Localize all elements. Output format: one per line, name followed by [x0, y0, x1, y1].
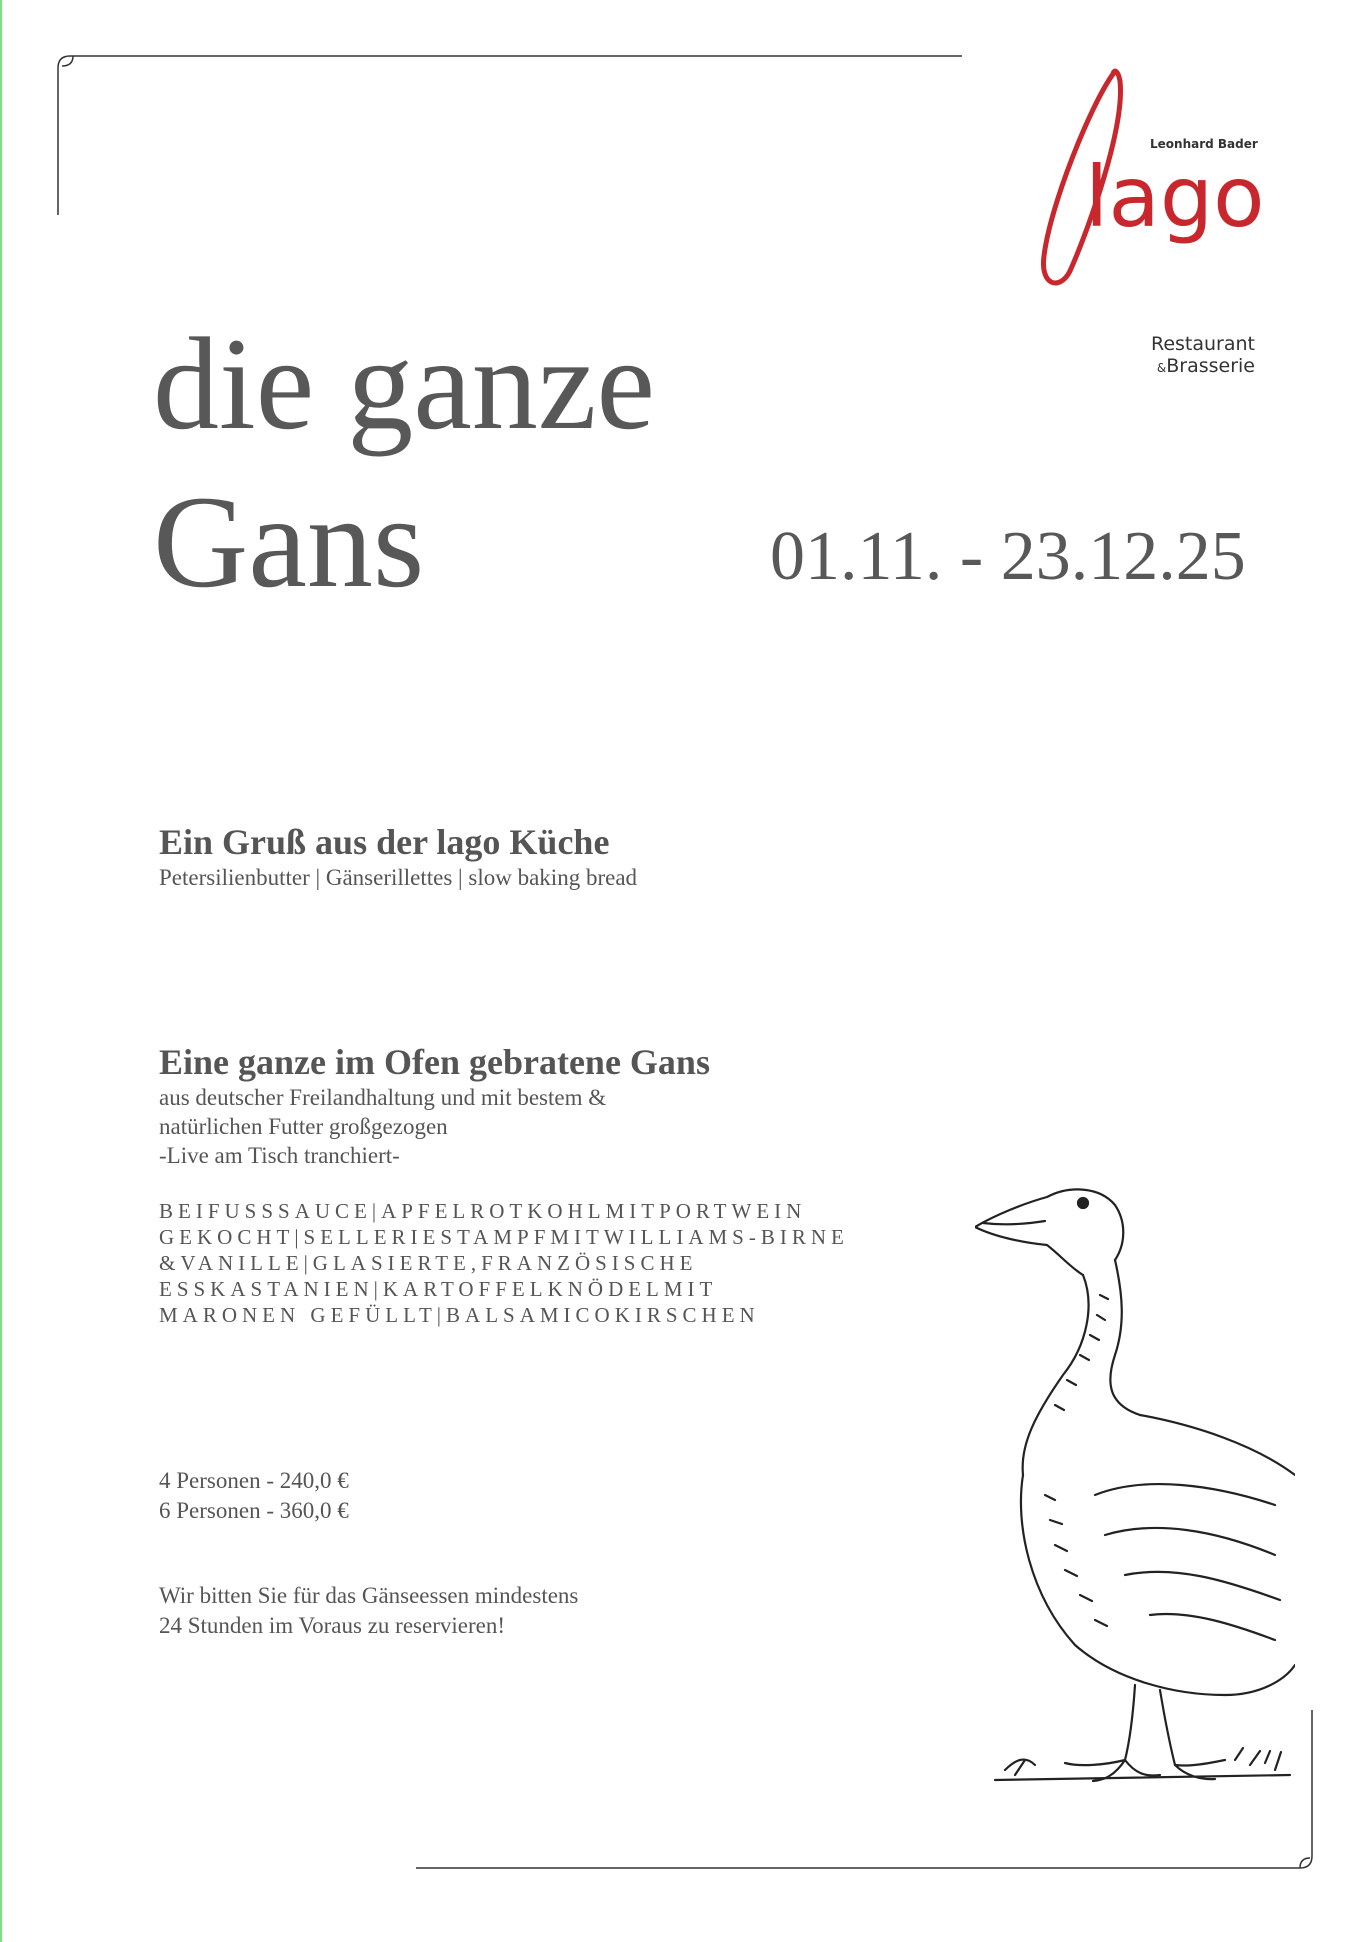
greeting-section: [159, 821, 637, 892]
main-course-desc-1: aus deutscher Freilandhaltung und mit bestem &: [159, 1085, 607, 1110]
main-course-desc-2: natürlichen Futter großgezogen: [159, 1114, 448, 1139]
price-6-persons: 6 Personen - 360,0 €: [159, 1498, 349, 1523]
page-title: [153, 305, 655, 621]
logo-subtitle-line2: Brasserie: [1166, 355, 1255, 377]
sides-line-4: ESSKASTANIEN|KARTOFFELKNÖDELMIT: [159, 1277, 718, 1301]
main-course-section: [159, 1041, 919, 1328]
title-line2: Gans: [153, 468, 425, 615]
greeting-heading: Ein Gruß aus der lago Küche: [159, 822, 610, 862]
sides-line-2: GEKOCHT|SELLERIESTAMPFMITWILLIAMS-BIRNE: [159, 1225, 849, 1249]
reservation-note-line2: 24 Stunden im Voraus zu reservieren!: [159, 1613, 505, 1638]
logo-text: lago: [1085, 148, 1265, 246]
main-course-desc-3: -Live am Tisch tranchiert-: [159, 1143, 400, 1168]
logo-subtitle-line1: Restaurant: [1150, 333, 1255, 355]
price-list: [159, 1466, 349, 1526]
date-range: 01.11. - 23.12.25: [770, 518, 1246, 595]
sides-line-1: BEIFUSSSAUCE|APFELROTKOHLMITPORTWEIN: [159, 1199, 807, 1223]
lago-logo: [1030, 66, 1270, 296]
logo-subtitle: [1100, 333, 1255, 379]
logo-subtitle-amp: &: [1156, 361, 1167, 375]
reservation-note-line1: Wir bitten Sie für das Gänseessen mindestens: [159, 1583, 579, 1608]
reservation-note: [159, 1581, 578, 1641]
logo-owner: Leonhard Bader: [1150, 137, 1258, 151]
greeting-items: Petersilienbutter | Gänserillettes | slow baking bread: [159, 865, 638, 890]
price-4-persons: 4 Personen - 240,0 €: [159, 1468, 349, 1493]
title-line1: die ganze: [153, 310, 656, 457]
sides-line-3: &VANILLE|GLASIERTE,FRANZÖSISCHE: [159, 1251, 698, 1275]
goose-illustration: [975, 1175, 1295, 1795]
main-course-heading: Eine ganze im Ofen gebratene Gans: [159, 1042, 710, 1082]
sides-line-5: MARONEN GEFÜLLT|BALSAMICOKIRSCHEN: [159, 1303, 760, 1327]
